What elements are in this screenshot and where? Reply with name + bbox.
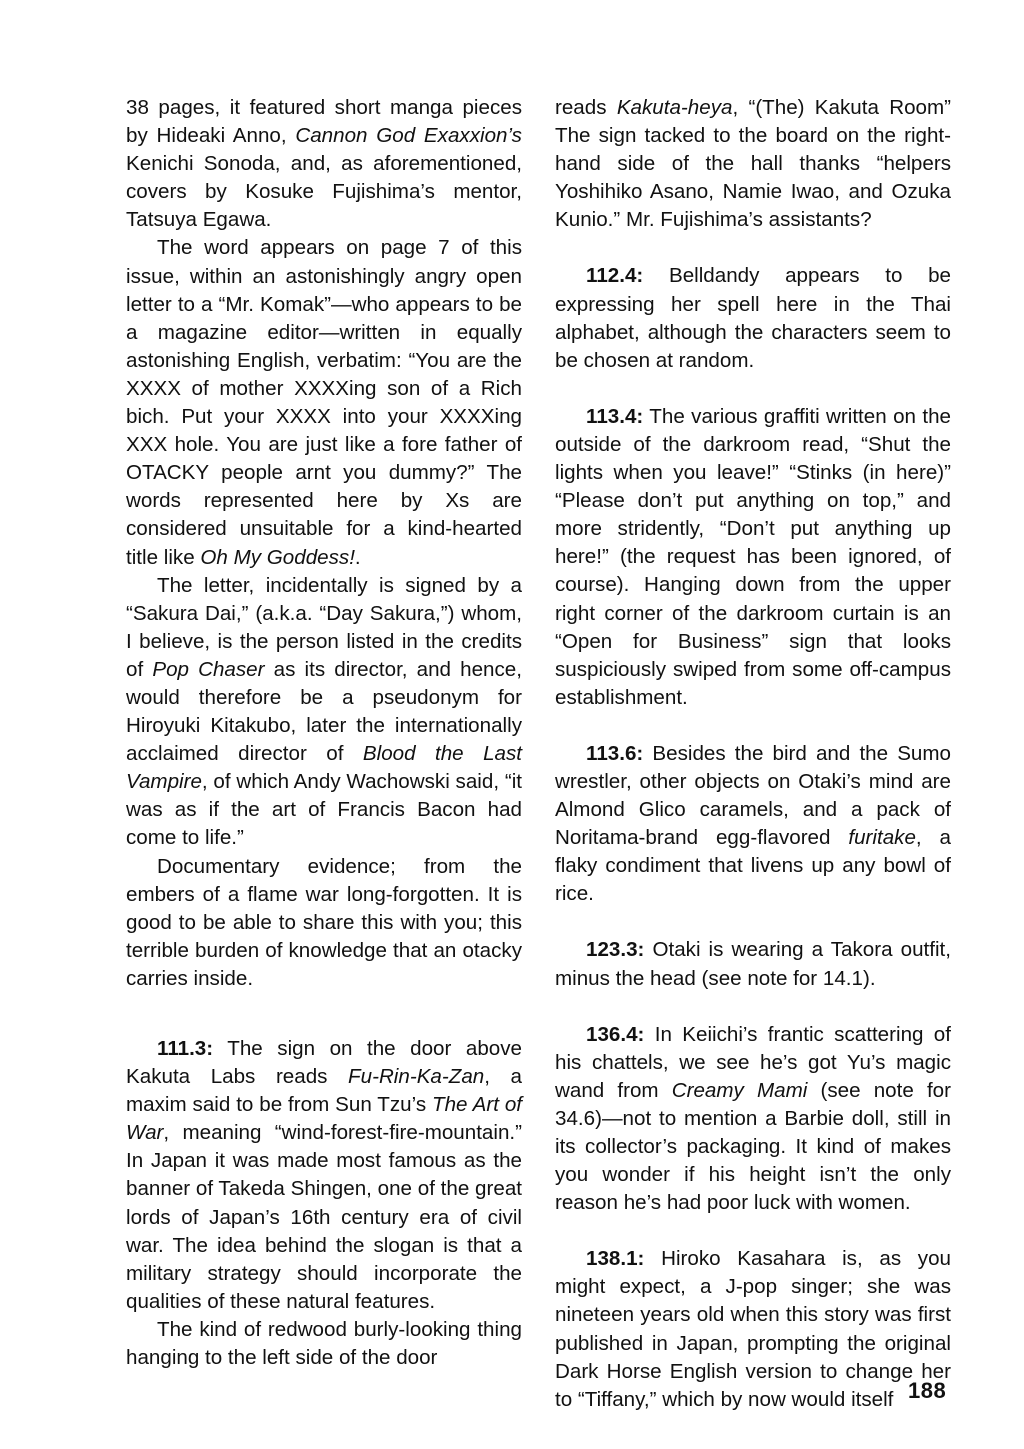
note-112-4 xyxy=(555,262,951,374)
text-run: (see note for 34.6)—not to mention a Barbie doll, still in its collector’s packaging. It kind of makes you wonder if his height isn’t the only reason he’s had poor luck with women. xyxy=(555,1078,951,1215)
italic-term: furitake xyxy=(848,826,916,850)
text-run: Documentary evidence; from the embers of a flame war long-forgotten. It is good to be able to share this with you; this terrible burden of knowledge that an otacky carries inside. xyxy=(126,854,522,990)
italic-title: Fu-Rin-Ka-Zan xyxy=(348,1065,485,1089)
note-136-4 xyxy=(555,1021,951,1218)
text-run: The letter, incidentally is signed by a “Sakura Dai,” (a.k.a. “Day Sakura,”) whom, I believe, is the person listed in the credits of xyxy=(126,573,522,681)
note-113-4 xyxy=(555,403,951,712)
text-run: Otaki is wearing a Takora outfit, minus the head (see note for 14.1). xyxy=(555,938,951,990)
note-111-3 xyxy=(126,1035,522,1316)
text-run: In Keiichi’s frantic scattering of his chattels, we see he’s got Yu’s magic wand from xyxy=(555,1022,951,1102)
note-label: 111.3: xyxy=(157,1037,214,1060)
text-run: The various graffiti written on the outside of the darkroom read, “Shut the lights when you leave!” “Stinks (in here)” “Please don’t put anything on top,” and more stridently, “Don’t put anything up here!” (the request has been ignored, of course). Hanging down from the upper right corner of the darkroom curtain is an “Open for Business” sign that looks suspiciously swiped from some off-campus establishment. xyxy=(555,404,951,709)
italic-title: Creamy Mami xyxy=(671,1078,808,1102)
paragraph xyxy=(126,94,522,234)
note-label: 112.4: xyxy=(586,264,644,288)
text-run: . xyxy=(354,545,361,569)
note-113-6 xyxy=(555,740,951,909)
text-run: Belldandy appears to be expressing her spell here in the Thai alphabet, although the characters seem to be chosen at random. xyxy=(555,264,951,372)
text-run: The kind of redwood burly-looking thing hanging to the left side of the door xyxy=(126,1317,522,1370)
text-run: , of which Andy Wachowski said, “it was as if the art of Francis Bacon had come to life.” xyxy=(126,770,522,850)
note-label: 138.1: xyxy=(586,1247,645,1271)
text-run: , a flaky condiment that livens up any bowl of rice. xyxy=(555,826,952,906)
text-run: , a maxim said to be from Sun Tzu’s xyxy=(126,1065,522,1117)
text-run: The sign on the door above Kakuta Labs reads xyxy=(126,1037,522,1089)
note-label: 113.4: xyxy=(586,404,644,428)
paragraph xyxy=(555,94,951,234)
paragraph xyxy=(126,572,522,853)
note-label: 123.3: xyxy=(586,938,645,962)
italic-title: Cannon God Exaxxion’s xyxy=(295,124,522,148)
right-column xyxy=(555,94,951,1414)
text-run: Kenichi Sonoda, and, as aforementioned, covers by Kosuke Fujishima’s mentor, Tatsuya Egawa. xyxy=(126,152,522,232)
italic-title: Kakuta-heya xyxy=(616,96,733,119)
page-number: 188 xyxy=(908,1378,947,1403)
note-label: 113.6: xyxy=(586,741,644,765)
text-run: The word appears on page 7 of this issue, within an astonishingly angry open letter to a “Mr. Komak”—who appears to be a magazine editor—written in equally astonishing English, verbatim: “You are the XXXX of mother XXXXing son of a Rich bich. Put your XXXX into your XXXXing XXX hole. You are just like a fore father of OTACKY people arnt you dummy?” The words represented here by Xs are considered unsuitable for a kind-hearted title like xyxy=(126,236,522,569)
paragraph xyxy=(126,853,522,993)
text-run: , meaning “wind-forest-fire-mountain.” In Japan it was made most famous as the banner of Takeda Shingen, one of the great lords of Japan’s 16th century era of civil war. The idea behind the slogan is that a military strategy should incorporate the qualities of these natural features. xyxy=(126,1121,522,1313)
text-run: as its director, and hence, would therefore be a pseudonym for Hiroyuki Kitakubo, later the internationally acclaimed director of xyxy=(126,657,522,766)
left-column xyxy=(126,94,522,1372)
note-label: 136.4: xyxy=(586,1022,645,1046)
italic-title: Blood the Last Vampire xyxy=(126,742,522,794)
note-138-1 xyxy=(555,1245,951,1414)
paragraph xyxy=(126,234,522,571)
text-run: Besides the bird and the Sumo wrestler, other objects on Otaki’s mind are Almond Glico caramels, and a pack of Noritama-brand egg-flavored xyxy=(555,741,951,850)
italic-title: Oh My Goddess! xyxy=(200,545,355,569)
text-run: 38 pages, it featured short manga pieces by Hideaki Anno, xyxy=(126,96,522,148)
text-run: Hiroko Kasahara is, as you might expect, a J-pop singer; she was nineteen years old when this story was first published in Japan, prompting the original Dark Horse English version to change her to “Tiffany,” which by now would itself xyxy=(555,1247,951,1411)
italic-title: The Art of War xyxy=(126,1093,523,1145)
note-123-3 xyxy=(555,936,951,992)
paragraph xyxy=(126,1316,522,1372)
italic-title: Pop Chaser xyxy=(152,657,265,681)
text-run: reads xyxy=(555,96,617,119)
text-run: , “(The) Kakuta Room” The sign tacked to the board on the right-hand side of the hall thanks “helpers Yoshihiko Asano, Namie Iwao, and Ozuka Kunio.” Mr. Fujishima’s assistants? xyxy=(555,96,951,232)
